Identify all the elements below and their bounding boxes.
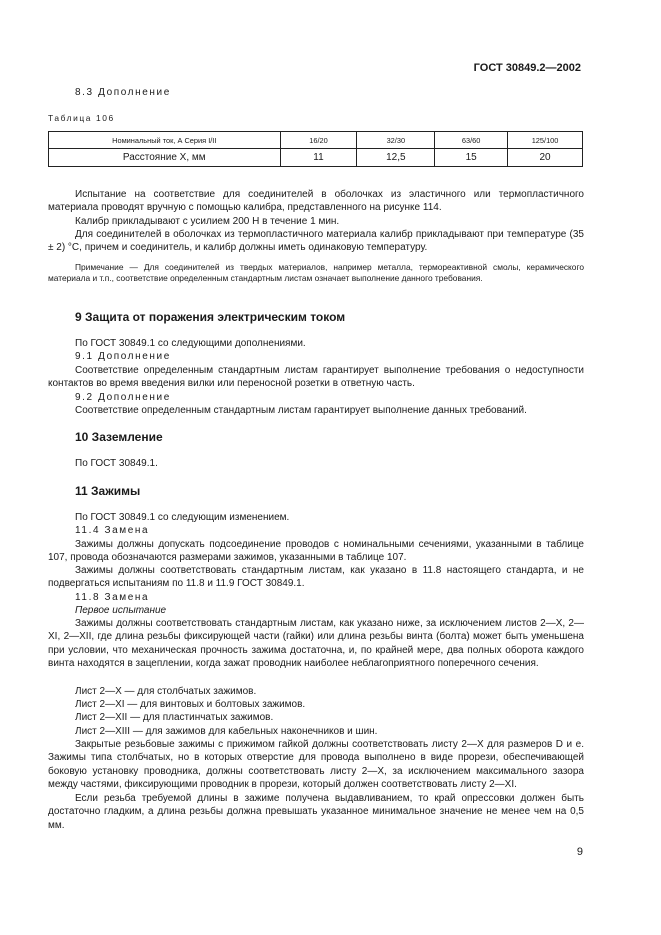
paragraph: По ГОСТ 30849.1. <box>75 458 158 469</box>
section-9-heading: 9 Защита от поражения электрическим током <box>75 310 346 324</box>
table-106 <box>48 131 583 167</box>
table-cell: 12,5 <box>357 149 435 167</box>
list-item: Лист 2—XIII — для зажимов для кабельных наконечников и шин. <box>75 726 378 737</box>
document-header: ГОСТ 30849.2—2002 <box>473 62 581 74</box>
table-cell: 11 <box>280 149 357 167</box>
table-row <box>49 132 583 149</box>
paragraph: Для соединителей в оболочках из термопластичного материала калибр прикладывают при температуре (35 ± 2) °С, причем и соединитель, и калибр должны иметь одинаковую температуру. <box>48 229 584 254</box>
section-9-2-title: 9.2 Дополнение <box>75 392 171 403</box>
paragraph: Калибр прикладывают с усилием 200 Н в течение 1 мин. <box>75 216 340 227</box>
table-cell: 32/30 <box>357 132 435 149</box>
section-11-heading: 11 Зажимы <box>75 484 141 498</box>
table-cell: 125/100 <box>508 132 583 149</box>
paragraph: Испытание на соответствие для соединителей в оболочках из эластичного или термопластичного материала проводят вручную с помощью калибра, представленного на рисунке 114. <box>48 189 584 214</box>
table-cell: 16/20 <box>280 132 357 149</box>
paragraph: Зажимы должны соответствовать стандартным листам, как указано ниже, за исключением листов 2—X, 2—XI, 2—XII, где длина резьбы фиксирующей части (гайки) или длина резьбы винта (болта) может быть уменьшена при условии, что механическая прочность зажима достаточна, и, по крайней мере, два полных оборота каждого винта находятся в зацеплении, когда зажат проводник наиболее неблагоприятного поперечного сечения. <box>48 618 584 670</box>
table-cell: 63/60 <box>435 132 508 149</box>
section-10-heading: 10 Заземление <box>75 430 163 444</box>
section-9-1-title: 9.1 Дополнение <box>75 351 171 362</box>
table-row <box>49 149 583 167</box>
table-cell: Номинальный ток, А Серия I/II <box>49 132 281 149</box>
list-item: Лист 2—X — для столбчатых зажимов. <box>75 686 257 697</box>
first-test-label: Первое испытание <box>75 605 167 616</box>
paragraph: По ГОСТ 30849.1 со следующим изменением. <box>75 512 290 523</box>
paragraph: Зажимы должны соответствовать стандартным листам, как указано в 11.8 настоящего стандарта, и не подвергаться испытаниям по 11.8 и 11.9 ГОСТ 30849.1. <box>48 565 584 590</box>
section-11-4-title: 11.4 Замена <box>75 525 150 536</box>
section-11-8-title: 11.8 Замена <box>75 592 150 603</box>
list-item: Лист 2—XII — для пластинчатых зажимов. <box>75 712 274 723</box>
note: Примечание — Для соединителей из твердых материалов, например металла, термореактивной смолы, керамического материала и т.п., соответствие определенным стандартным листам означает выполнение данного требования. <box>48 262 584 283</box>
paragraph: Закрытые резьбовые зажимы с прижимом гайкой должны соответствовать листу 2—X для размеров D и e. Зажимы типа столбчатых, но в которых отверстие для провода выполнено в виде прорези, обеспечивающей боковую установку проводника, должны соответствовать листу 2—X, за исключением максимального зазора между частями, фиксирующими проводник в прорези, который должен соответствовать листу 2—XI. <box>48 739 584 791</box>
table-106-caption: Таблица 106 <box>48 113 115 123</box>
table-cell: Расстояние X, мм <box>49 149 281 167</box>
paragraph: По ГОСТ 30849.1 со следующими дополнениями. <box>75 338 306 349</box>
list-item: Лист 2—XI — для винтовых и болтовых зажимов. <box>75 699 306 710</box>
paragraph: Соответствие определенным стандартным листам гарантирует выполнение данных требований. <box>75 405 527 416</box>
section-8-3-title: 8.3 Дополнение <box>75 87 171 98</box>
table-cell: 20 <box>508 149 583 167</box>
table-cell: 15 <box>435 149 508 167</box>
paragraph: Если резьба требуемой длины в зажиме получена выдавливанием, то край опрессовки должен быть достаточно гладким, а длина резьбы должна превышать указанное минимальное значение не менее чем на 0,5 мм. <box>48 793 584 831</box>
page-number: 9 <box>576 846 583 858</box>
paragraph: Зажимы должны допускать подсоединение проводов с номинальными сечениями, указанными в таблице 107, провода обозначаются размерами зажимов, указанными в таблице 107. <box>48 539 584 564</box>
paragraph: Соответствие определенным стандартным листам гарантирует выполнение требования о недоступности контактов во время введения вилки или переносной розетки в ответную часть. <box>48 365 584 390</box>
